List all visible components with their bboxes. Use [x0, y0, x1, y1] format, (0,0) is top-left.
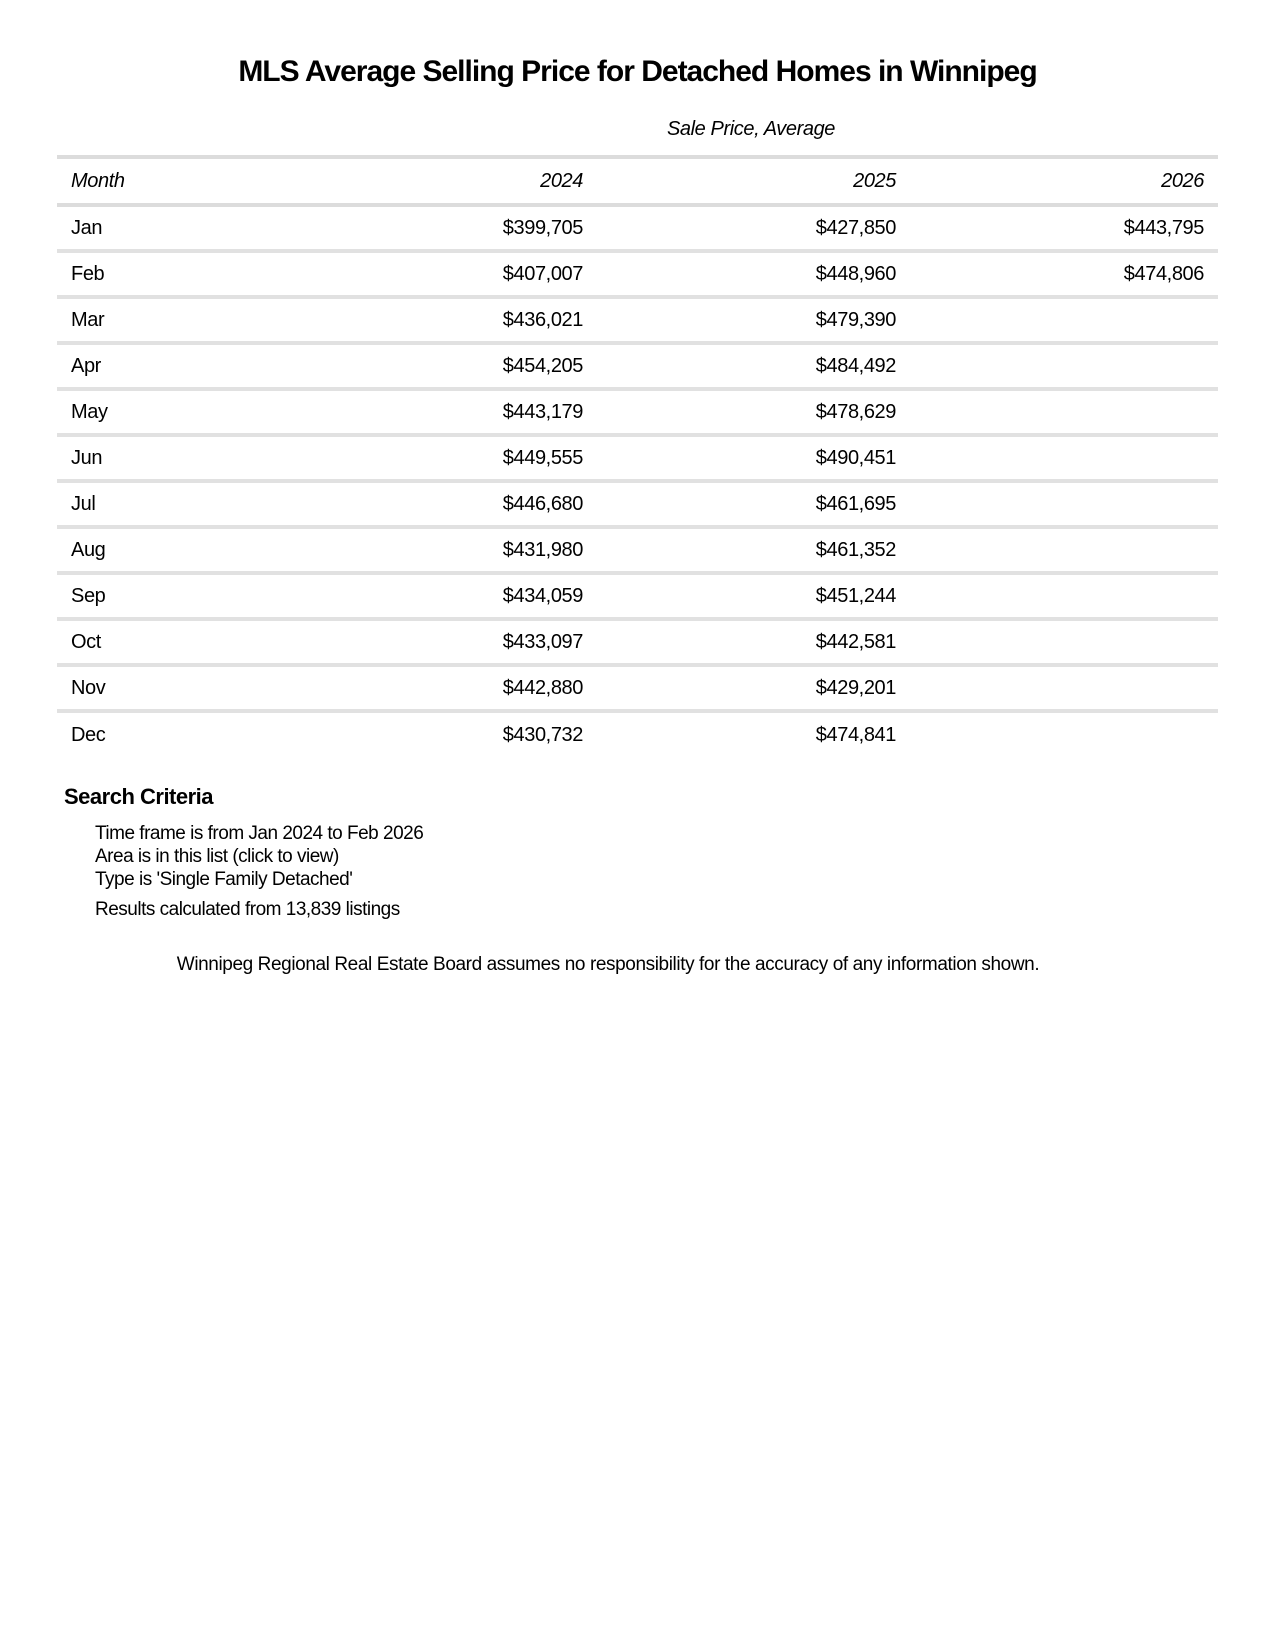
table-header-row: [57, 157, 1218, 205]
price-cell-2025: $461,695: [815, 492, 896, 515]
table-row: [57, 297, 1218, 343]
price-cell-2024: $449,555: [502, 446, 583, 469]
table-row: [57, 389, 1218, 435]
price-cell-2024: $433,097: [502, 630, 583, 653]
criteria-time-frame: Time frame is from Jan 2024 to Feb 2026: [95, 823, 424, 844]
price-cell-2026: [910, 665, 1218, 711]
price-cell-2026: [910, 711, 1218, 757]
price-cell-2026: [910, 527, 1218, 573]
table-row: [57, 343, 1218, 389]
month-cell: Jul: [71, 492, 96, 515]
table-group-header: Sale Price, Average: [666, 118, 836, 140]
month-cell: Jan: [71, 216, 103, 239]
price-cell-2024: $442,880: [502, 676, 583, 699]
month-cell: Feb: [71, 262, 105, 285]
price-cell-2025: $490,451: [815, 446, 896, 469]
price-cell-2024: $430,732: [502, 723, 583, 746]
price-cell-2025: $442,581: [815, 630, 896, 653]
price-cell-2025: $478,629: [815, 400, 896, 423]
price-table: [57, 155, 1218, 757]
month-cell: Oct: [71, 630, 101, 653]
page-title: MLS Average Selling Price for Detached Homes in Winnipeg: [238, 55, 1037, 88]
price-cell-2025: $461,352: [815, 538, 896, 561]
price-cell-2026: [910, 343, 1218, 389]
price-cell-2024: $446,680: [502, 492, 583, 515]
price-cell-2026: [910, 573, 1218, 619]
column-header-2025: 2025: [853, 169, 896, 192]
price-cell-2024: $407,007: [502, 262, 583, 285]
price-cell-2024: $454,205: [502, 354, 583, 377]
price-cell-2025: $427,850: [815, 216, 896, 239]
price-cell-2025: $429,201: [815, 676, 896, 699]
results-count-line: Results calculated from 13,839 listings: [95, 899, 400, 920]
month-cell: Mar: [71, 308, 105, 331]
disclaimer-text: Winnipeg Regional Real Estate Board assumes no responsibility for the accuracy of any information shown.: [176, 954, 1040, 975]
table-row: [57, 251, 1218, 297]
table-row: [57, 205, 1218, 251]
table-row: [57, 665, 1218, 711]
month-cell: Sep: [71, 584, 106, 607]
table-header: [57, 157, 1218, 205]
price-cell-2025: $474,841: [815, 723, 896, 746]
price-cell-2024: $431,980: [502, 538, 583, 561]
search-criteria-lines: [95, 822, 1275, 891]
price-cell-2026: $443,795: [1123, 216, 1204, 239]
price-cell-2026: $474,806: [1123, 262, 1204, 285]
price-cell-2025: $448,960: [815, 262, 896, 285]
price-cell-2024: $399,705: [502, 216, 583, 239]
month-cell: Apr: [71, 354, 101, 377]
table-body: [57, 205, 1218, 757]
price-cell-2024: $434,059: [502, 584, 583, 607]
column-header-2024: 2024: [540, 169, 583, 192]
price-cell-2026: [910, 389, 1218, 435]
month-cell: Nov: [71, 676, 106, 699]
table-row: [57, 711, 1218, 757]
search-criteria-heading: Search Criteria: [64, 784, 214, 809]
price-cell-2024: $443,179: [502, 400, 583, 423]
price-cell-2026: [910, 297, 1218, 343]
price-cell-2024: $436,021: [502, 308, 583, 331]
table-row: [57, 573, 1218, 619]
table-row: [57, 619, 1218, 665]
table-row: [57, 481, 1218, 527]
month-cell: Dec: [71, 723, 106, 746]
price-cell-2025: $484,492: [815, 354, 896, 377]
column-header-month: Month: [71, 169, 125, 192]
table-row: [57, 527, 1218, 573]
month-cell: May: [71, 400, 108, 423]
month-cell: Jun: [71, 446, 103, 469]
criteria-type: Type is 'Single Family Detached': [95, 869, 353, 890]
criteria-area-link[interactable]: Area is in this list (click to view): [95, 846, 339, 867]
table-row: [57, 435, 1218, 481]
column-header-2026: 2026: [1161, 169, 1204, 192]
month-cell: Aug: [71, 538, 106, 561]
price-cell-2026: [910, 435, 1218, 481]
price-cell-2025: $479,390: [815, 308, 896, 331]
price-cell-2025: $451,244: [815, 584, 896, 607]
price-cell-2026: [910, 619, 1218, 665]
price-cell-2026: [910, 481, 1218, 527]
